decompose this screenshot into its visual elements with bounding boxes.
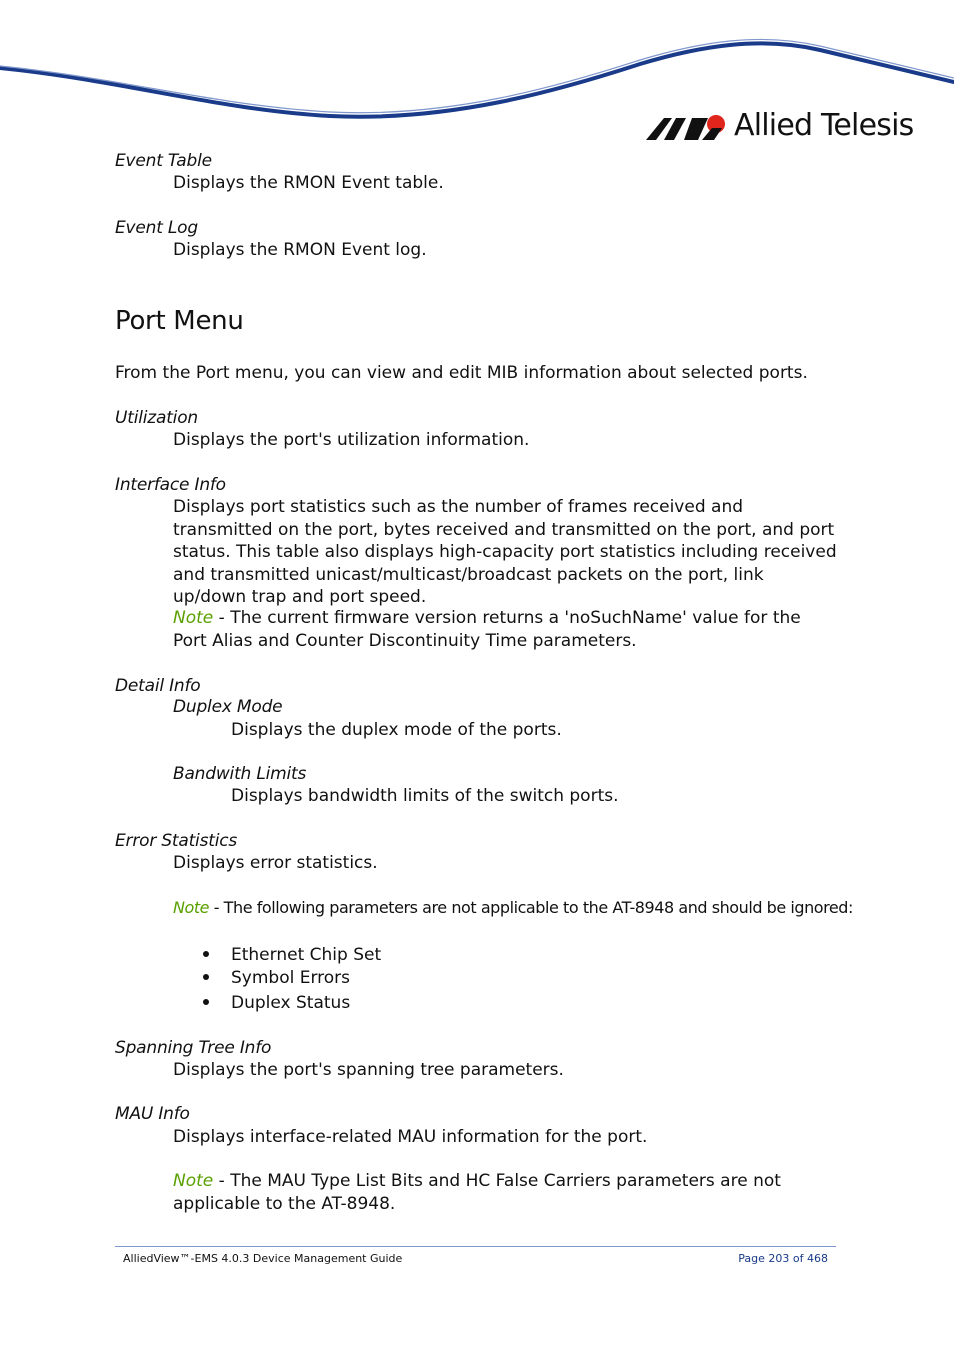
error-statistics-desc: Displays error statistics. [173, 853, 378, 873]
note-text: - The current firmware version returns a 'noSuchName' value for the Port Alias and Counter Discontinuity Time parameters. [173, 608, 801, 651]
bullet-icon [203, 951, 209, 957]
section-title: Port Menu [115, 306, 244, 336]
allied-telesis-logo-mark [646, 112, 728, 146]
spanning-tree-desc: Displays the port's spanning tree parameters. [173, 1060, 564, 1080]
mau-info-note [173, 1170, 839, 1215]
logo-text: Allied Telesis [734, 108, 914, 143]
list-item-label: Symbol Errors [231, 968, 351, 988]
list-item [203, 945, 382, 965]
mau-info-term: MAU Info [115, 1104, 190, 1124]
list-item-label: Duplex Status [231, 993, 351, 1013]
list-item [203, 968, 351, 988]
detail-info-term: Detail Info [115, 676, 201, 696]
note-label: Note [173, 898, 210, 917]
event-log-desc: Displays the RMON Event log. [173, 240, 427, 260]
footer-guide-title: AlliedView™-EMS 4.0.3 Device Management Guide [123, 1252, 403, 1265]
utilization-term: Utilization [115, 408, 198, 428]
list-item-label: Ethernet Chip Set [231, 945, 382, 965]
event-table-term: Event Table [115, 151, 212, 171]
interface-info-desc: Displays port statistics such as the number of frames received and transmitted on the port, bytes received and transmitted on the port, and port status. This table also displays high-capacity port statistics including received and transmitted unicast/multicast/broadcast packets on the port, link up/down trap and port speed. [173, 497, 837, 607]
note-text: - The MAU Type List Bits and HC False Carriers parameters are not applicable to the AT-8948. [173, 1171, 781, 1214]
error-statistics-note [173, 898, 853, 917]
section-intro: From the Port menu, you can view and edit MIB information about selected ports. [115, 363, 808, 383]
bullet-icon [203, 974, 209, 980]
duplex-mode-term: Duplex Mode [173, 697, 283, 717]
spanning-tree-term: Spanning Tree Info [115, 1038, 272, 1058]
bandwidth-limits-desc: Displays bandwidth limits of the switch ports. [231, 786, 619, 806]
utilization-desc: Displays the port's utilization information. [173, 430, 530, 450]
note-text: - The following parameters are not applicable to the AT-8948 and should be ignored: [209, 898, 853, 917]
event-log-term: Event Log [115, 218, 198, 238]
bandwidth-limits-term: Bandwith Limits [173, 764, 307, 784]
event-table-desc: Displays the RMON Event table. [173, 173, 444, 193]
note-label: Note [173, 608, 214, 628]
footer-divider [115, 1246, 836, 1247]
note-label: Note [173, 1171, 214, 1191]
footer-page-number: Page 203 of 468 [738, 1252, 828, 1265]
bullet-icon [203, 999, 209, 1005]
duplex-mode-desc: Displays the duplex mode of the ports. [231, 720, 562, 740]
interface-info-term: Interface Info [115, 475, 226, 495]
interface-info-note [173, 607, 813, 652]
list-item [203, 993, 351, 1013]
error-statistics-term: Error Statistics [115, 831, 238, 851]
mau-info-desc: Displays interface-related MAU information for the port. [173, 1127, 648, 1147]
